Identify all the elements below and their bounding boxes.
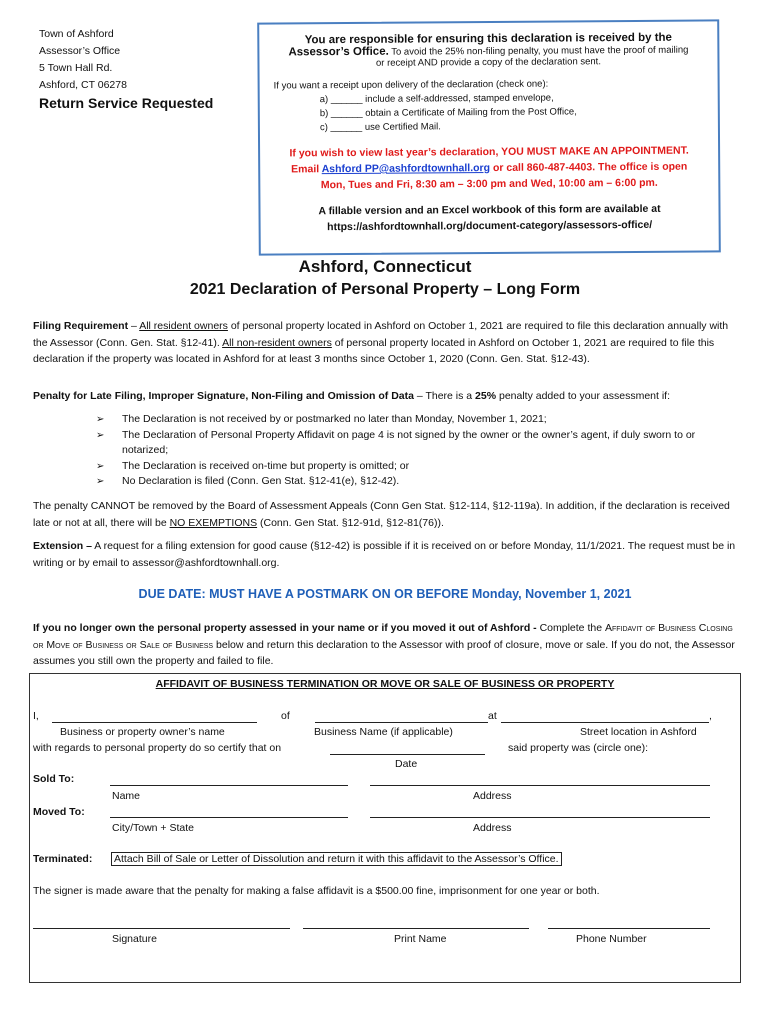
comma-label: , (709, 710, 712, 722)
receipt-options (274, 76, 708, 135)
notice-heading-c: To avoid the 25% non-filing penalty, you must have the proof of mailing (388, 44, 689, 58)
appt-hours: Mon, Tues and Fri, 8:30 am – 3:00 pm and Wed, 10:00 am – 6:00 pm. (320, 176, 658, 192)
filing-nonresident: All non-resident owners (222, 336, 332, 349)
print-name-field[interactable] (303, 928, 529, 929)
penalty-text-1: – There is a (413, 390, 476, 402)
street-location-field[interactable] (501, 722, 709, 723)
extension-text: A request for a filing extension for good cause (§12-42) is possible if it is received on or before Monday, 11/1/2021. The request must be in writing or by email to assessor@ashfordtownhall.org. (33, 540, 736, 569)
penalty-bullet: ➢ The Declaration is received on-time but property is omitted; or (96, 459, 741, 475)
street-location-label: Street location in Ashford (580, 726, 697, 738)
no-longer-text-1: Complete the (536, 622, 605, 634)
page-title: Ashford, Connecticut (298, 257, 472, 276)
print-name-label: Print Name (394, 933, 447, 945)
notice-box (257, 19, 721, 255)
at-label: at (488, 710, 497, 722)
date-label: Date (395, 758, 418, 770)
penalty-bullet: ➢ No Declaration is filed (Conn. Gen Stat. §12-41(e), §12-42). (96, 474, 741, 490)
moved-to-option[interactable]: Moved To: (33, 806, 85, 818)
circle-label: said property was (circle one): (508, 742, 649, 754)
appt-email-prefix: Email (291, 163, 322, 176)
phone-label: Phone Number (576, 933, 647, 945)
page-subtitle: 2021 Declaration of Personal Property – Long Form (189, 281, 581, 298)
address-label: Address (473, 790, 512, 802)
address-line: Assessor’s Office (39, 45, 121, 57)
city-town-label: City/Town + State (112, 822, 194, 834)
moved-to-city-field[interactable] (110, 817, 348, 818)
penalty-section (33, 388, 741, 405)
of-label: of (281, 710, 290, 722)
penalty-warning: The signer is made aware that the penalty for making a false affidavit is a $500.00 fine, imprisonment for one year or both. (33, 885, 600, 897)
receipt-intro: If you want a receipt upon delivery of the declaration (check one): (273, 78, 549, 92)
fillable-line-1: A fillable version and an Excel workbook of this form are available at (318, 202, 661, 218)
address-line: Town of Ashford (39, 28, 114, 40)
terminated-instructions: Attach Bill of Sale or Letter of Dissolution and return it with this affidavit to the Assessor’s Office. (111, 852, 562, 866)
penalty-percent: 25% (475, 390, 497, 402)
address-line: 5 Town Hall Rd. (39, 62, 113, 74)
owner-name-label: Business or property owner’s name (60, 726, 225, 738)
owner-name-field[interactable] (52, 722, 257, 723)
appointment-notice (270, 142, 708, 193)
town-address (39, 26, 127, 94)
no-exemptions: NO EXEMPTIONS (169, 516, 258, 529)
filing-dash: – (128, 320, 140, 332)
phone-field[interactable] (548, 928, 710, 929)
affidavit-box (29, 673, 741, 983)
notice-heading-d: or receipt AND provide a copy of the declaration sent. (375, 56, 601, 69)
filing-text-1: of personal property located in Ashford on October 1, 2021 are required to file this declaration annually with the Assessor (Conn. Gen. Stat. §12-41). (33, 320, 729, 349)
penalty-text-2: penalty added to your assessment if: (496, 390, 670, 402)
appt-phone: or call 860-487-4403. The office is open (489, 160, 688, 174)
certify-label: with regards to personal property do so certify that on (33, 742, 282, 754)
penalty-list (96, 412, 741, 490)
filing-requirement (33, 318, 741, 368)
address-line: Ashford, CT 06278 (39, 79, 127, 91)
receipt-option-a[interactable]: a) ______ include a self-addressed, stamped envelope, (319, 92, 554, 106)
penalty-bullet: ➢ The Declaration of Personal Property Affidavit on page 4 is not signed by the owner or the owner’s agent, if duly sworn to or notarized; (96, 428, 741, 459)
sold-to-option[interactable]: Sold To: (33, 773, 75, 785)
date-field[interactable] (330, 754, 485, 755)
board-appeals (33, 498, 741, 531)
extension-label: Extension – (33, 540, 92, 552)
due-date: DUE DATE: MUST HAVE A POSTMARK ON OR BEFORE Monday, November 1, 2021 (138, 587, 632, 601)
sold-to-address-field[interactable] (370, 785, 710, 786)
business-name-field[interactable] (315, 722, 488, 723)
affidavit-reference: Affidavit of Business Closing or Move of Business or Sale of Business (33, 622, 733, 651)
filing-text-2: of personal property located in Ashford on October 1, 2021 are required to file this declaration if the property was located in Ashford for at least 3 months since October 1, 2020 (Conn. Gen. Stat. §12-43). (33, 336, 715, 365)
filing-label: Filing Requirement (33, 320, 129, 332)
notice-heading-b: Assessor’s Office. (288, 45, 389, 59)
no-longer-own (33, 620, 741, 670)
penalty-label: Penalty for Late Filing, Improper Signature, Non-Filing and Omission of Data (33, 390, 414, 402)
name-label: Name (112, 790, 141, 802)
return-service-requested: Return Service Requested (39, 95, 214, 111)
signature-label: Signature (112, 933, 157, 945)
appt-email-link[interactable]: Ashford PP@ashfordtownhall.org (321, 161, 491, 176)
fillable-url[interactable]: https://ashfordtownhall.org/document-category/assessors-office/ (327, 218, 653, 234)
board-text-2: (Conn. Gen Stat. §12-91d, §12-81(76)). (257, 516, 444, 529)
receipt-option-c[interactable]: c) ______ use Certified Mail. (319, 121, 441, 134)
no-longer-text-2: below and return this declaration to the Assessor with proof of closure, move or sale. If you do not, the Assessor assumes you still own the property and failed to file. (33, 638, 735, 667)
signature-field[interactable] (33, 928, 290, 929)
board-text-1: The penalty CANNOT be removed by the Board of Assessment Appeals (Conn Gen Stat. §12-114, §12-119a). In addition, if the declaration is received late or not at all, there will be (33, 500, 730, 529)
extension-section (33, 538, 741, 571)
affidavit-heading: AFFIDAVIT OF BUSINESS TERMINATION OR MOVE OR SALE OF BUSINESS OR PROPERTY (155, 678, 615, 690)
fillable-notice (270, 200, 708, 235)
terminated-option[interactable]: Terminated: (33, 853, 93, 865)
moved-to-address-field[interactable] (370, 817, 710, 818)
notice-heading-a: You are responsible for ensuring this declaration is received by the (304, 31, 672, 47)
filing-resident: All resident owners (139, 320, 228, 332)
address-label: Address (473, 822, 512, 834)
no-longer-bold: If you no longer own the personal property assessed in your name or if you moved it out of Ashford - (33, 622, 537, 634)
i-label: I, (33, 710, 39, 722)
notice-heading (269, 31, 707, 69)
penalty-bullet: ➢ The Declaration is not received by or postmarked no later than Monday, November 1, 2021; (96, 412, 741, 428)
sold-to-name-field[interactable] (110, 785, 348, 786)
receipt-option-b[interactable]: b) ______ obtain a Certificate of Mailing from the Post Office, (319, 106, 577, 120)
appt-line-1: If you wish to view last year’s declaration, YOU MUST MAKE AN APPOINTMENT. (289, 144, 689, 160)
business-name-label: Business Name (if applicable) (314, 726, 453, 738)
